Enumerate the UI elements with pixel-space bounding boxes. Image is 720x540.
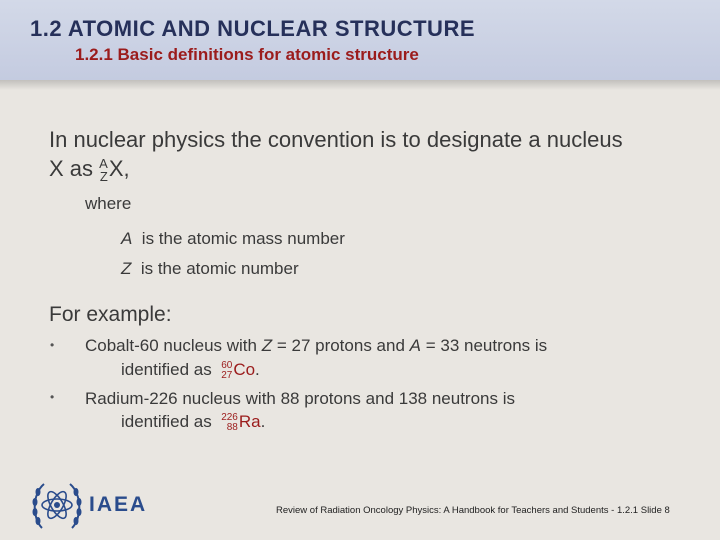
mass-number: 226: [221, 411, 238, 423]
where-label: where: [85, 194, 132, 213]
definition-symbol: A: [121, 229, 133, 248]
slide-title: 1.2 ATOMIC AND NUCLEAR STRUCTURE: [30, 16, 476, 41]
slide-footer: Review of Radiation Oncology Physics: A Handbook for Teachers and Students - 1.2.1 Slide 8: [276, 505, 670, 516]
text-part: Cobalt-60 nucleus with: [85, 336, 262, 355]
iaea-logo-text: IAEA: [89, 493, 148, 516]
identified-as-label: identified as: [121, 360, 222, 379]
symbol-Z: Z: [261, 336, 273, 355]
intro-line-1: In nuclear physics the convention is to designate a nucleus: [49, 127, 623, 152]
mass-number-A: A: [99, 156, 108, 172]
atomic-number: 27: [221, 369, 233, 381]
nuclide-notation-X: [99, 156, 123, 183]
element-symbol: Co: [233, 360, 256, 379]
element-symbol: Ra: [238, 412, 261, 431]
example-cobalt-line-1: [85, 336, 547, 356]
definition-text: is the atomic number: [131, 259, 299, 278]
intro-prefix: X as: [49, 156, 100, 181]
symbol-A: A: [409, 336, 421, 355]
definition-symbol: Z: [121, 259, 132, 278]
intro-line-2: [49, 156, 130, 183]
definition-atomic-number: [121, 259, 299, 279]
nuclide-Ra-226: [221, 412, 260, 433]
identified-as-label: identified as: [121, 412, 222, 431]
bullet-icon: •: [50, 390, 55, 404]
header-shadow: [0, 80, 720, 90]
nuclide-Co-60: [221, 360, 255, 381]
example-radium-line-1: Radium-226 nucleus with 88 protons and 138 neutrons is: [85, 389, 515, 408]
nucleus-symbol: X: [108, 156, 124, 181]
period: .: [255, 360, 260, 379]
intro-suffix: ,: [123, 156, 130, 181]
definition-mass-number: [121, 229, 345, 249]
slide-subtitle: 1.2.1 Basic definitions for atomic structure: [75, 45, 419, 64]
for-example-heading: For example:: [49, 303, 172, 326]
example-cobalt-line-2: [121, 360, 260, 381]
text-part: = 33 neutrons is: [420, 336, 548, 355]
atomic-number-Z: Z: [99, 169, 108, 185]
atomic-number: 88: [226, 421, 238, 433]
period: .: [260, 412, 266, 431]
definition-text: is the atomic mass number: [132, 229, 345, 248]
text-part: = 27 protons and: [272, 336, 410, 355]
mass-number: 60: [221, 359, 233, 371]
bullet-icon: •: [50, 338, 55, 352]
example-radium-line-2: [121, 412, 265, 433]
